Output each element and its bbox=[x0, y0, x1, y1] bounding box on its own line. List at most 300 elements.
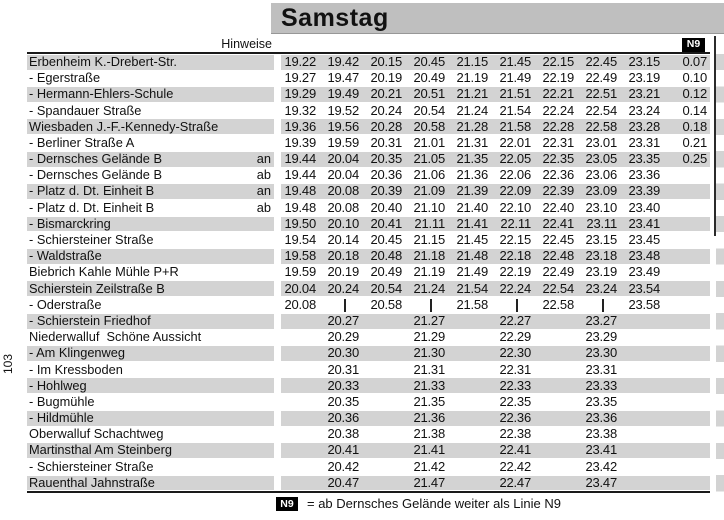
time-cell: 23.54 bbox=[628, 280, 660, 296]
time-cell: 21.24 bbox=[456, 102, 488, 118]
arrival-departure-label: ab bbox=[256, 167, 271, 183]
time-cell: 20.08 bbox=[284, 296, 316, 312]
time-cell: 23.01 bbox=[585, 134, 617, 150]
time-cell: 21.31 bbox=[413, 361, 445, 377]
times-cells bbox=[281, 281, 710, 296]
time-cell: 20.41 bbox=[370, 215, 402, 231]
time-cell: 23.05 bbox=[585, 151, 617, 167]
time-cell: 23.30 bbox=[585, 345, 617, 361]
time-cell: 19.27 bbox=[284, 70, 316, 86]
table-row bbox=[27, 329, 710, 345]
station-name: - Oderstraße bbox=[29, 296, 102, 312]
times-cells bbox=[281, 378, 710, 393]
column-gap bbox=[274, 70, 281, 86]
time-cell: 20.24 bbox=[370, 102, 402, 118]
time-cell: 20.30 bbox=[327, 345, 359, 361]
time-cell: 21.45 bbox=[456, 232, 488, 248]
time-cell: 20.08 bbox=[327, 183, 359, 199]
time-cell: 20.58 bbox=[413, 118, 445, 134]
station-name: Schierstein Zeilstraße B bbox=[29, 280, 165, 296]
station-cell bbox=[27, 378, 274, 393]
times-cells bbox=[281, 459, 710, 474]
time-cell: 19.56 bbox=[327, 118, 359, 134]
time-cell: 20.33 bbox=[327, 377, 359, 393]
time-cell: 23.28 bbox=[628, 118, 660, 134]
time-cell: 22.21 bbox=[542, 86, 574, 102]
time-cell: 22.30 bbox=[499, 345, 531, 361]
station-cell bbox=[27, 136, 274, 151]
table-row bbox=[27, 70, 710, 86]
time-cell: 21.21 bbox=[456, 86, 488, 102]
column-gap bbox=[274, 362, 281, 378]
night-line-time-cell: 0.18 bbox=[682, 118, 707, 134]
station-cell bbox=[27, 297, 274, 312]
time-cell: 22.24 bbox=[542, 102, 574, 118]
station-name: - Am Klingenweg bbox=[29, 345, 126, 361]
time-cell: 20.36 bbox=[327, 410, 359, 426]
time-cell: 20.10 bbox=[327, 215, 359, 231]
time-cell: 21.19 bbox=[456, 70, 488, 86]
table-row bbox=[27, 362, 710, 378]
time-cell: 21.27 bbox=[413, 312, 445, 328]
time-cell: 21.49 bbox=[456, 264, 488, 280]
time-cell: 23.27 bbox=[585, 312, 617, 328]
time-cell: 19.48 bbox=[284, 183, 316, 199]
column-gap bbox=[274, 232, 281, 248]
station-cell bbox=[27, 184, 274, 199]
time-cell: 19.42 bbox=[327, 53, 359, 69]
night-line-time-cell: 0.07 bbox=[682, 53, 707, 69]
time-cell: 23.19 bbox=[585, 264, 617, 280]
column-gap bbox=[274, 54, 281, 70]
time-cell: 19.39 bbox=[284, 134, 316, 150]
time-cell: 22.11 bbox=[500, 215, 531, 231]
times-cells bbox=[281, 103, 710, 118]
time-cell: 21.29 bbox=[413, 329, 445, 345]
station-cell bbox=[27, 168, 274, 183]
time-cell: 21.19 bbox=[413, 264, 445, 280]
time-cell: 20.27 bbox=[327, 312, 359, 328]
station-name: - Dernsches Gelände B bbox=[29, 167, 163, 183]
time-cell: 20.19 bbox=[370, 70, 402, 86]
time-cell bbox=[410, 297, 453, 313]
table-row bbox=[27, 297, 710, 313]
time-cell: 22.06 bbox=[499, 167, 531, 183]
time-cell: 21.30 bbox=[413, 345, 445, 361]
time-cell: 20.04 bbox=[327, 167, 359, 183]
station-name: Martinsthal Am Steinberg bbox=[29, 442, 172, 458]
time-cell: 23.06 bbox=[585, 167, 617, 183]
station-name: - Hildmühle bbox=[29, 410, 94, 426]
time-cell: 22.18 bbox=[499, 248, 531, 264]
night-line-time-cell: 0.10 bbox=[682, 70, 707, 86]
column-gap bbox=[274, 248, 281, 264]
time-cell: 21.47 bbox=[413, 474, 445, 490]
time-cell: 21.33 bbox=[413, 377, 445, 393]
station-name: Oberwalluf Schachtweg bbox=[29, 426, 164, 442]
column-gap bbox=[274, 119, 281, 135]
column-gap bbox=[274, 313, 281, 329]
time-cell: 23.18 bbox=[585, 248, 617, 264]
time-cell: 22.45 bbox=[585, 53, 617, 69]
time-cell: 22.51 bbox=[585, 86, 617, 102]
time-cell: 22.40 bbox=[542, 199, 574, 215]
time-cell: 19.54 bbox=[284, 232, 316, 248]
station-cell bbox=[27, 55, 274, 70]
column-gap bbox=[274, 443, 281, 459]
station-cell bbox=[27, 427, 274, 442]
time-cell: 20.14 bbox=[327, 232, 359, 248]
station-name: - Schierstein Friedhof bbox=[29, 312, 151, 328]
station-name: - Berliner Straße A bbox=[29, 134, 135, 150]
time-cell: 22.42 bbox=[499, 458, 531, 474]
time-cell: 21.28 bbox=[456, 118, 488, 134]
time-cell: 22.24 bbox=[499, 280, 531, 296]
station-cell bbox=[27, 411, 274, 426]
time-cell: 20.28 bbox=[370, 118, 402, 134]
column-gap bbox=[274, 167, 281, 183]
station-cell bbox=[27, 71, 274, 86]
time-cell: 19.22 bbox=[284, 53, 316, 69]
table-row bbox=[27, 135, 710, 151]
time-cell: 19.59 bbox=[284, 264, 316, 280]
times-cells bbox=[281, 265, 710, 280]
station-cell bbox=[27, 459, 274, 474]
night-line-badge: N9 bbox=[276, 497, 298, 511]
column-gap bbox=[274, 329, 281, 345]
time-cell: 21.51 bbox=[499, 86, 531, 102]
times-cells bbox=[281, 362, 710, 377]
station-cell bbox=[27, 103, 274, 118]
column-gap bbox=[274, 200, 281, 216]
column-gap bbox=[274, 378, 281, 394]
time-cell: 20.19 bbox=[327, 264, 359, 280]
time-cell: 20.47 bbox=[327, 474, 359, 490]
time-cell: 22.01 bbox=[499, 134, 531, 150]
table-row bbox=[27, 151, 710, 167]
time-cell: 20.45 bbox=[370, 232, 402, 248]
arrival-departure-label: an bbox=[256, 183, 271, 199]
station-name: Wiesbaden J.-F.-Kennedy-Straße bbox=[29, 118, 219, 134]
times-cells bbox=[281, 346, 710, 361]
time-cell: 20.41 bbox=[327, 442, 359, 458]
time-cell: 20.38 bbox=[327, 426, 359, 442]
station-name: Rauenthal Jahnstraße bbox=[29, 474, 155, 490]
time-cell: 19.52 bbox=[327, 102, 359, 118]
column-gap bbox=[274, 394, 281, 410]
timetable-body bbox=[27, 54, 710, 491]
times-cells bbox=[281, 314, 710, 329]
time-cell: 22.31 bbox=[542, 134, 574, 150]
table-row bbox=[27, 264, 710, 280]
column-gap bbox=[274, 426, 281, 442]
time-cell: 23.41 bbox=[585, 442, 617, 458]
time-cell: 19.59 bbox=[327, 134, 359, 150]
time-cell: 21.58 bbox=[499, 118, 531, 134]
time-cell: 19.50 bbox=[284, 215, 316, 231]
time-cell: 20.31 bbox=[370, 134, 402, 150]
night-line-time-cell: 0.14 bbox=[682, 102, 707, 118]
time-cell: 20.49 bbox=[413, 70, 445, 86]
column-gap bbox=[274, 86, 281, 102]
time-cell: 21.09 bbox=[413, 183, 445, 199]
station-cell bbox=[27, 265, 274, 280]
time-cell: 22.49 bbox=[585, 70, 617, 86]
time-cell: 21.10 bbox=[413, 199, 445, 215]
table-row bbox=[27, 378, 710, 394]
time-cell: 20.58 bbox=[370, 296, 402, 312]
time-cell: 22.29 bbox=[499, 329, 531, 345]
time-cell: 22.15 bbox=[542, 53, 574, 69]
time-cell: 20.51 bbox=[413, 86, 445, 102]
time-cell: 20.48 bbox=[370, 248, 402, 264]
times-cells bbox=[281, 443, 710, 458]
table-row bbox=[27, 54, 710, 70]
time-cell: 20.04 bbox=[327, 151, 359, 167]
time-cell: 22.35 bbox=[542, 151, 574, 167]
time-cell: 23.48 bbox=[628, 248, 660, 264]
time-cell: 22.54 bbox=[542, 280, 574, 296]
time-cell: 23.21 bbox=[628, 86, 660, 102]
table-row bbox=[27, 248, 710, 264]
time-cell: 22.58 bbox=[585, 118, 617, 134]
time-cell: 21.15 bbox=[413, 232, 445, 248]
time-cell: 22.49 bbox=[542, 264, 574, 280]
time-cell: 21.48 bbox=[456, 248, 488, 264]
station-name: - Spandauer Straße bbox=[29, 102, 142, 118]
time-cell: 22.38 bbox=[499, 426, 531, 442]
legend-text: = ab Dernsches Gelände weiter als Linie N9 bbox=[307, 496, 562, 511]
station-name: - Dernsches Gelände B bbox=[29, 151, 163, 167]
time-cell: 21.54 bbox=[499, 102, 531, 118]
times-cells bbox=[281, 184, 710, 199]
day-title: Samstag bbox=[281, 4, 389, 32]
times-cells bbox=[281, 168, 710, 183]
time-cell: 21.01 bbox=[413, 134, 445, 150]
time-cell: 21.41 bbox=[456, 215, 488, 231]
table-row bbox=[27, 232, 710, 248]
time-cell: 23.10 bbox=[585, 199, 617, 215]
column-gap bbox=[274, 103, 281, 119]
station-cell bbox=[27, 362, 274, 377]
time-cell: 21.38 bbox=[413, 426, 445, 442]
table-row bbox=[27, 345, 710, 361]
station-cell bbox=[27, 346, 274, 361]
time-cell: 21.06 bbox=[413, 167, 445, 183]
time-cell: 21.35 bbox=[413, 393, 445, 409]
times-cells bbox=[281, 55, 710, 70]
station-name: - Hermann-Ehlers-Schule bbox=[29, 86, 174, 102]
adjacent-page-stripes bbox=[716, 54, 724, 492]
time-cell: 23.33 bbox=[585, 377, 617, 393]
time-cell: 20.15 bbox=[370, 53, 402, 69]
column-gap bbox=[274, 297, 281, 313]
time-cell: 23.47 bbox=[585, 474, 617, 490]
station-cell bbox=[27, 119, 274, 134]
night-line-time-cell: 0.12 bbox=[682, 86, 707, 102]
station-cell bbox=[27, 443, 274, 458]
time-cell: 21.39 bbox=[456, 183, 488, 199]
time-cell: 21.35 bbox=[456, 151, 488, 167]
table-row bbox=[27, 281, 710, 297]
time-cell: 21.58 bbox=[456, 296, 488, 312]
station-cell bbox=[27, 395, 274, 410]
time-cell: 19.44 bbox=[284, 167, 316, 183]
time-cell: 22.41 bbox=[542, 215, 574, 231]
time-cell: 23.19 bbox=[628, 70, 660, 86]
time-cell: 20.35 bbox=[327, 393, 359, 409]
time-cell bbox=[582, 297, 625, 313]
station-name: - Egerstraße bbox=[29, 70, 101, 86]
day-header-band bbox=[271, 3, 724, 34]
column-gap bbox=[274, 135, 281, 151]
times-cells bbox=[281, 119, 710, 134]
pass-through-bar bbox=[602, 299, 604, 312]
time-cell: 23.38 bbox=[585, 426, 617, 442]
times-cells bbox=[281, 411, 710, 426]
time-cell: 22.10 bbox=[499, 199, 531, 215]
time-cell: 22.47 bbox=[499, 474, 531, 490]
time-cell: 20.04 bbox=[284, 280, 316, 296]
table-row bbox=[27, 475, 710, 491]
time-cell: 23.29 bbox=[585, 329, 617, 345]
time-cell: 20.42 bbox=[327, 458, 359, 474]
time-cell bbox=[496, 297, 539, 313]
time-cell: 20.21 bbox=[370, 86, 402, 102]
time-cell: 23.15 bbox=[585, 232, 617, 248]
table-row bbox=[27, 184, 710, 200]
table-row bbox=[27, 443, 710, 459]
table-row bbox=[27, 167, 710, 183]
times-cells bbox=[281, 136, 710, 151]
table-row bbox=[27, 426, 710, 442]
time-cell: 20.54 bbox=[370, 280, 402, 296]
time-cell: 21.31 bbox=[456, 134, 488, 150]
times-cells bbox=[281, 249, 710, 264]
time-cell: 22.31 bbox=[499, 361, 531, 377]
station-name: - Schiersteiner Straße bbox=[29, 232, 154, 248]
time-cell: 23.36 bbox=[628, 167, 660, 183]
time-cell: 23.58 bbox=[628, 296, 660, 312]
time-cell: 22.35 bbox=[499, 393, 531, 409]
column-gap bbox=[274, 475, 281, 491]
column-gap bbox=[274, 281, 281, 297]
station-cell bbox=[27, 281, 274, 296]
column-gap bbox=[274, 264, 281, 280]
time-cell: 22.58 bbox=[542, 296, 574, 312]
time-cell: 22.19 bbox=[499, 264, 531, 280]
time-cell: 22.15 bbox=[499, 232, 531, 248]
station-cell bbox=[27, 330, 274, 345]
pass-through-bar bbox=[430, 299, 432, 312]
time-cell: 22.36 bbox=[542, 167, 574, 183]
column-gap bbox=[274, 459, 281, 475]
time-cell: 23.09 bbox=[585, 183, 617, 199]
station-cell bbox=[27, 217, 274, 232]
time-cell: 22.54 bbox=[585, 102, 617, 118]
station-name: - Hohlweg bbox=[29, 377, 87, 393]
time-cell: 20.49 bbox=[370, 264, 402, 280]
night-line-time-cell: 0.25 bbox=[682, 151, 707, 167]
station-name: - Im Kressboden bbox=[29, 361, 123, 377]
table-row bbox=[27, 410, 710, 426]
arrival-departure-label: ab bbox=[256, 199, 271, 215]
time-cell: 22.28 bbox=[542, 118, 574, 134]
time-cell: 20.35 bbox=[370, 151, 402, 167]
time-cell: 20.31 bbox=[327, 361, 359, 377]
times-cells bbox=[281, 395, 710, 410]
time-cell: 21.36 bbox=[456, 167, 488, 183]
time-cell: 23.41 bbox=[628, 215, 660, 231]
time-cell: 21.18 bbox=[413, 248, 445, 264]
time-cell: 19.49 bbox=[327, 86, 359, 102]
time-cell: 19.32 bbox=[284, 102, 316, 118]
table-row bbox=[27, 86, 710, 102]
station-name: - Platz d. Dt. Einheit B bbox=[29, 199, 155, 215]
time-cell: 23.24 bbox=[585, 280, 617, 296]
time-cell: 21.45 bbox=[499, 53, 531, 69]
page-edge-line bbox=[714, 36, 716, 236]
time-cell: 19.48 bbox=[284, 199, 316, 215]
station-cell bbox=[27, 476, 274, 491]
time-cell: 20.36 bbox=[370, 167, 402, 183]
time-cell: 21.49 bbox=[499, 70, 531, 86]
time-cell: 19.36 bbox=[284, 118, 316, 134]
times-cells bbox=[281, 233, 710, 248]
station-cell bbox=[27, 233, 274, 248]
hinweise-label: Hinweise bbox=[221, 37, 272, 51]
time-cell: 19.47 bbox=[327, 70, 359, 86]
time-cell: 20.29 bbox=[327, 329, 359, 345]
time-cell: 23.31 bbox=[628, 134, 660, 150]
time-cell: 20.39 bbox=[370, 183, 402, 199]
times-cells bbox=[281, 427, 710, 442]
table-row bbox=[27, 459, 710, 475]
time-cell: 21.36 bbox=[413, 410, 445, 426]
time-cell: 21.42 bbox=[413, 458, 445, 474]
time-cell: 22.33 bbox=[499, 377, 531, 393]
time-cell: 23.35 bbox=[585, 393, 617, 409]
times-cells bbox=[281, 71, 710, 86]
station-name: - Bugmühle bbox=[29, 393, 95, 409]
time-cell: 21.24 bbox=[413, 280, 445, 296]
table-row bbox=[27, 216, 710, 232]
table-row bbox=[27, 119, 710, 135]
time-cell: 21.05 bbox=[413, 151, 445, 167]
time-cell: 23.31 bbox=[585, 361, 617, 377]
column-gap bbox=[274, 151, 281, 167]
time-cell: 20.08 bbox=[327, 199, 359, 215]
time-cell: 23.40 bbox=[628, 199, 660, 215]
time-cell: 20.24 bbox=[327, 280, 359, 296]
station-name: - Platz d. Dt. Einheit B bbox=[29, 183, 155, 199]
time-cell: 22.27 bbox=[499, 312, 531, 328]
station-name: - Waldstraße bbox=[29, 248, 102, 264]
station-cell bbox=[27, 200, 274, 215]
time-cell: 22.05 bbox=[499, 151, 531, 167]
time-cell: 22.36 bbox=[499, 410, 531, 426]
times-cells bbox=[281, 330, 710, 345]
time-cell: 22.39 bbox=[542, 183, 574, 199]
time-cell: 23.15 bbox=[628, 53, 660, 69]
time-cell: 20.54 bbox=[413, 102, 445, 118]
time-cell: 22.45 bbox=[542, 232, 574, 248]
night-line-time-cell: 0.21 bbox=[682, 134, 707, 150]
arrival-departure-label: an bbox=[256, 151, 271, 167]
time-cell bbox=[324, 297, 367, 313]
time-cell: 23.11 bbox=[586, 215, 617, 231]
times-cells bbox=[281, 87, 710, 102]
